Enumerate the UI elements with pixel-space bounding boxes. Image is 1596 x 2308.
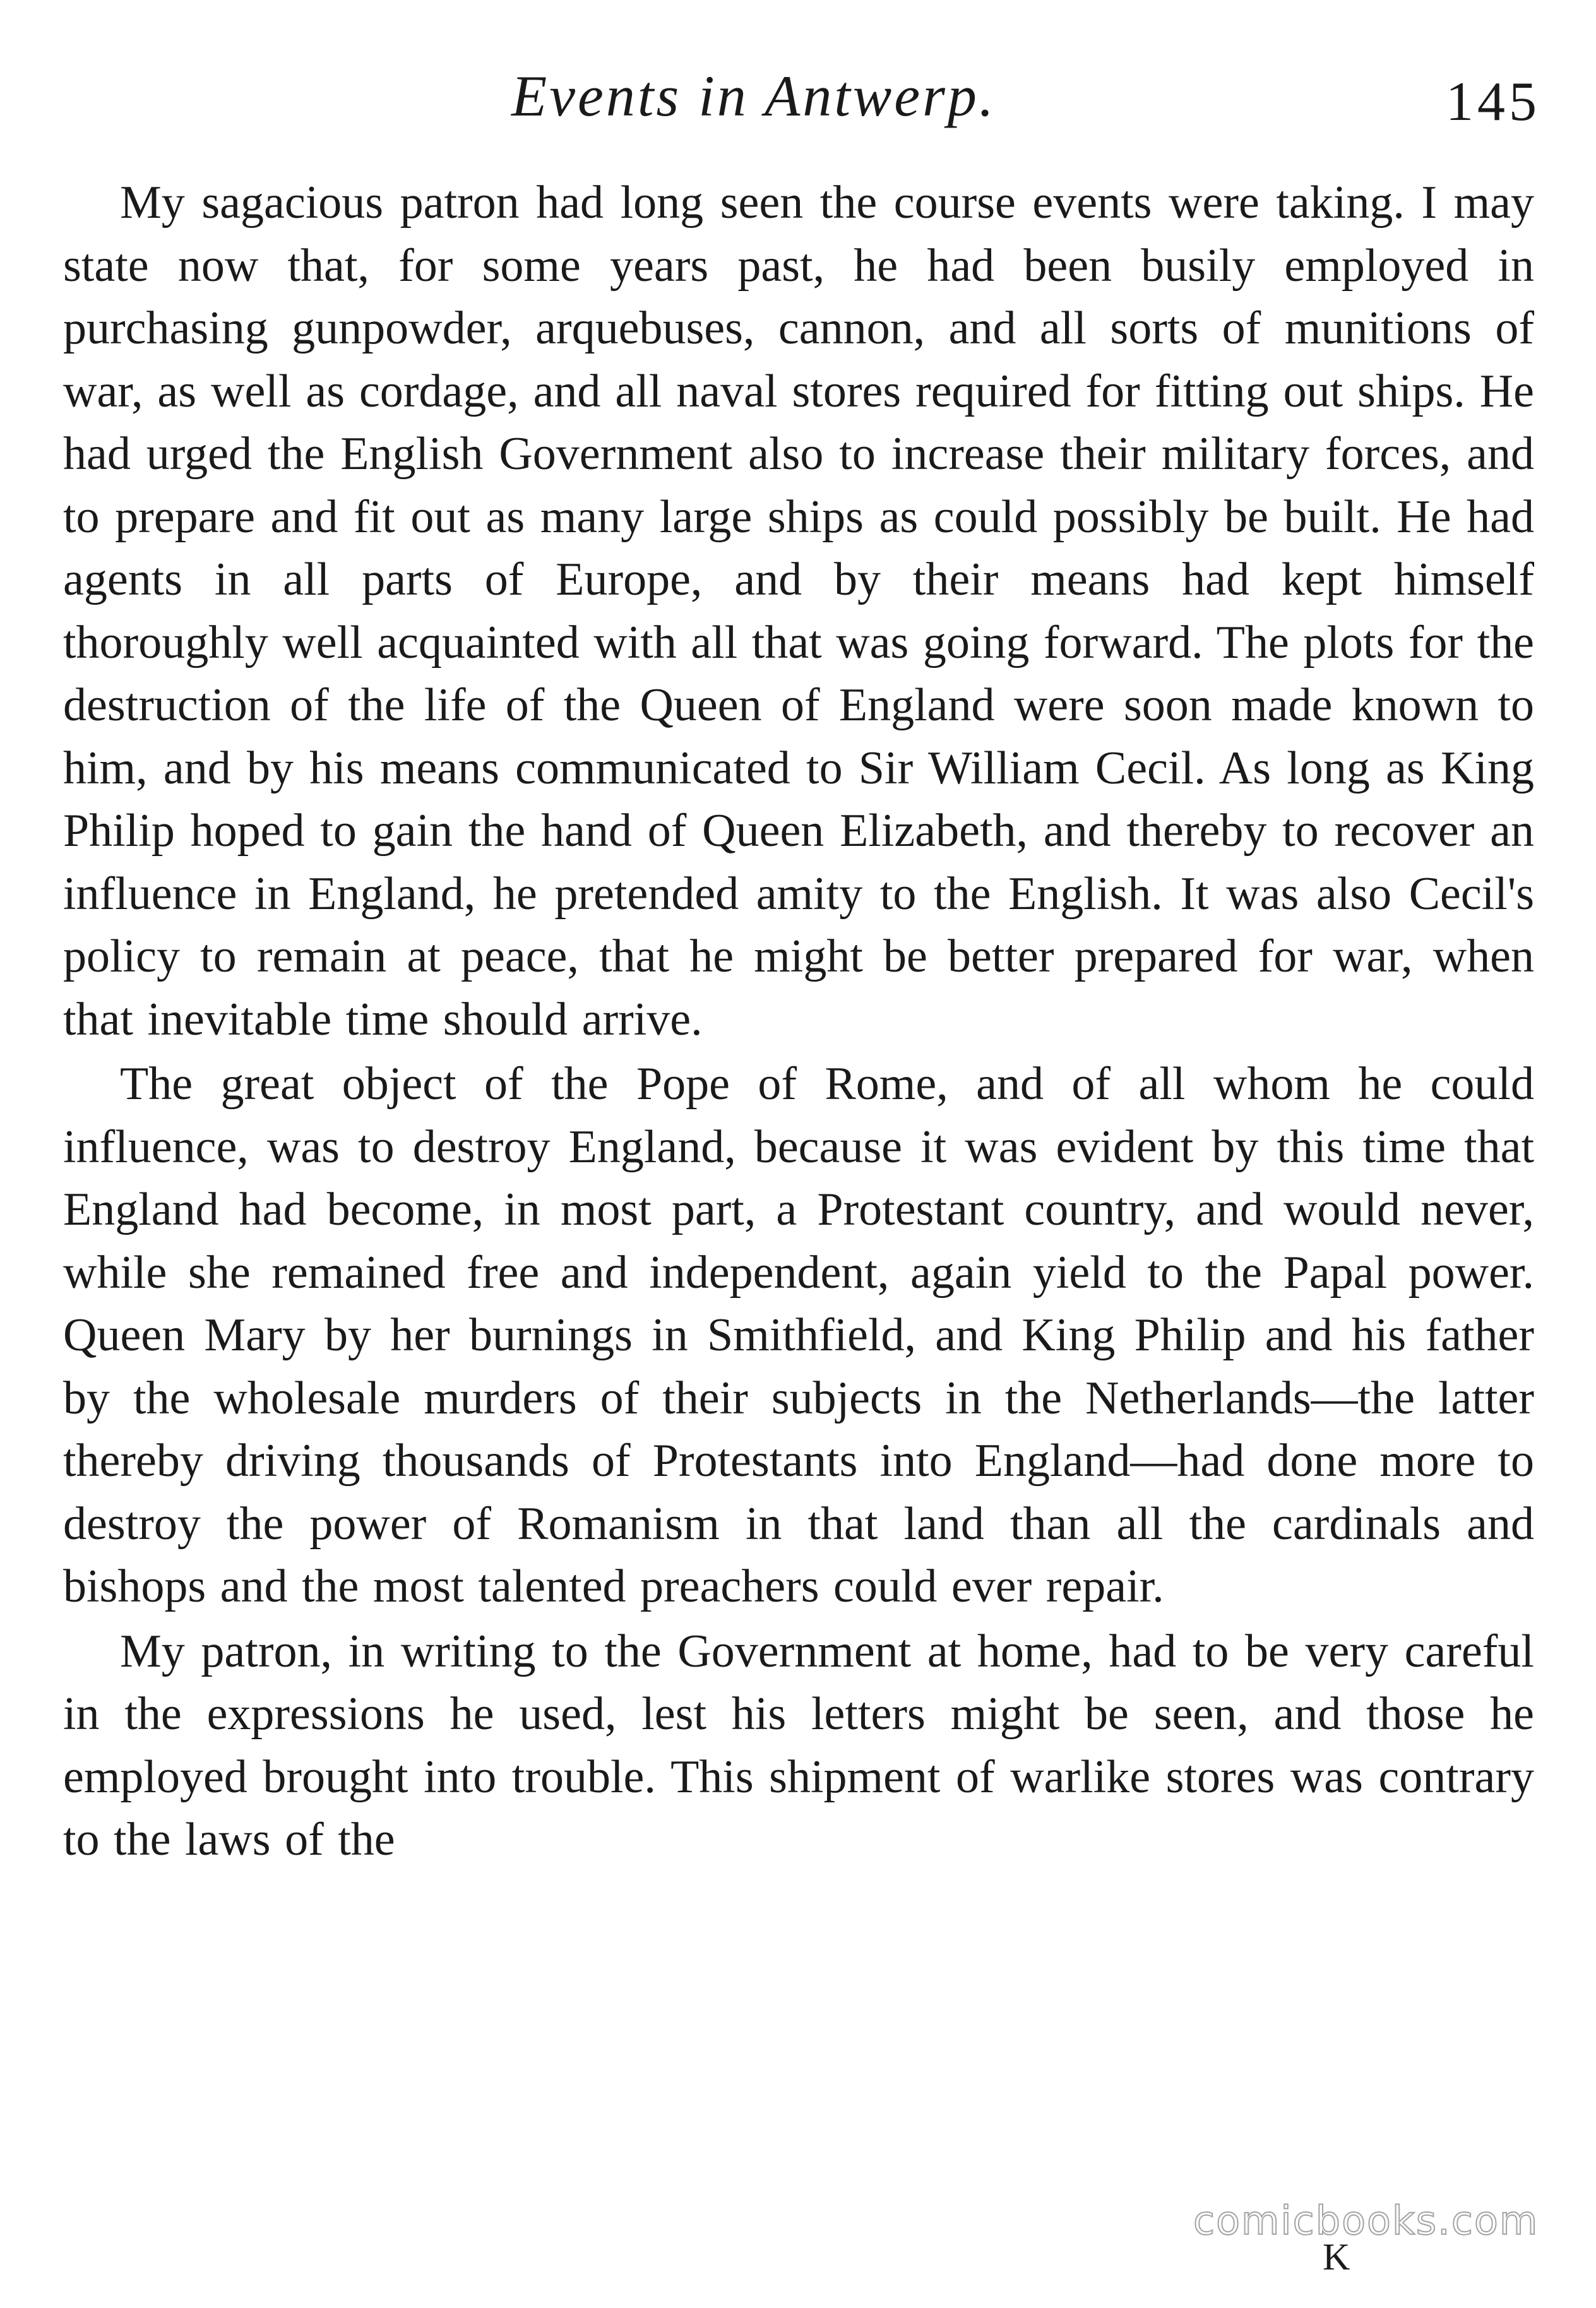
running-title: Events in Antwerp. bbox=[511, 64, 996, 128]
paragraph: My patron, in writing to the Government at home, had to be very careful in the expressions he used, lest his letters might be seen, and those he employed brought into trouble. This shipment of warlike stores was contrary to the laws of the bbox=[63, 1625, 1534, 1865]
body-text bbox=[63, 172, 1534, 1872]
page-number: 145 bbox=[1446, 71, 1540, 133]
paragraph: My sagacious patron had long seen the course events were taking. I may state now that, for some years past, he had been busily employed in purchasing gunpowder, arquebuses, cannon, and all sorts of munitions of war, as well as cordage, and all naval stores required for fitting out ships. He had urged the English Government also to increase their military forces, and to prepare and fit out as many large ships as could possibly be built. He had agents in all parts of Europe, and by their means had kept himself thoroughly well acquainted with all that was going forward. The plots for the destruction of the life of the Queen of England were soon made known to him, and by his means communicated to Sir William Cecil. As long as King Philip hoped to gain the hand of Queen Elizabeth, and thereby to recover an influence in England, he pretended amity to the English. It was also Cecil's policy to remain at peace, that he might be better prepared for war, when that inevitable time should arrive. bbox=[63, 177, 1534, 1045]
paragraph: The great object of the Pope of Rome, and of all whom he could influence, was to destroy England, because it was evident by this time that England had become, in most part, a Protestant country, and would never, while she remained free and independent, again yield to the Papal power. Queen Mary by her burnings in Smithfield, and King Philip and his father by the wholesale murders of their subjects in the Netherlands—the latter thereby driving thousands of Protestants into England—had done more to destroy the power of Romanism in that land than all the cardinals and bishops and the most talented preachers could ever repair. bbox=[63, 1058, 1534, 1612]
running-header bbox=[0, 58, 1596, 134]
watermark-logo: comicbooks.com bbox=[1193, 2198, 1539, 2244]
signature-mark: K bbox=[1323, 2236, 1350, 2278]
